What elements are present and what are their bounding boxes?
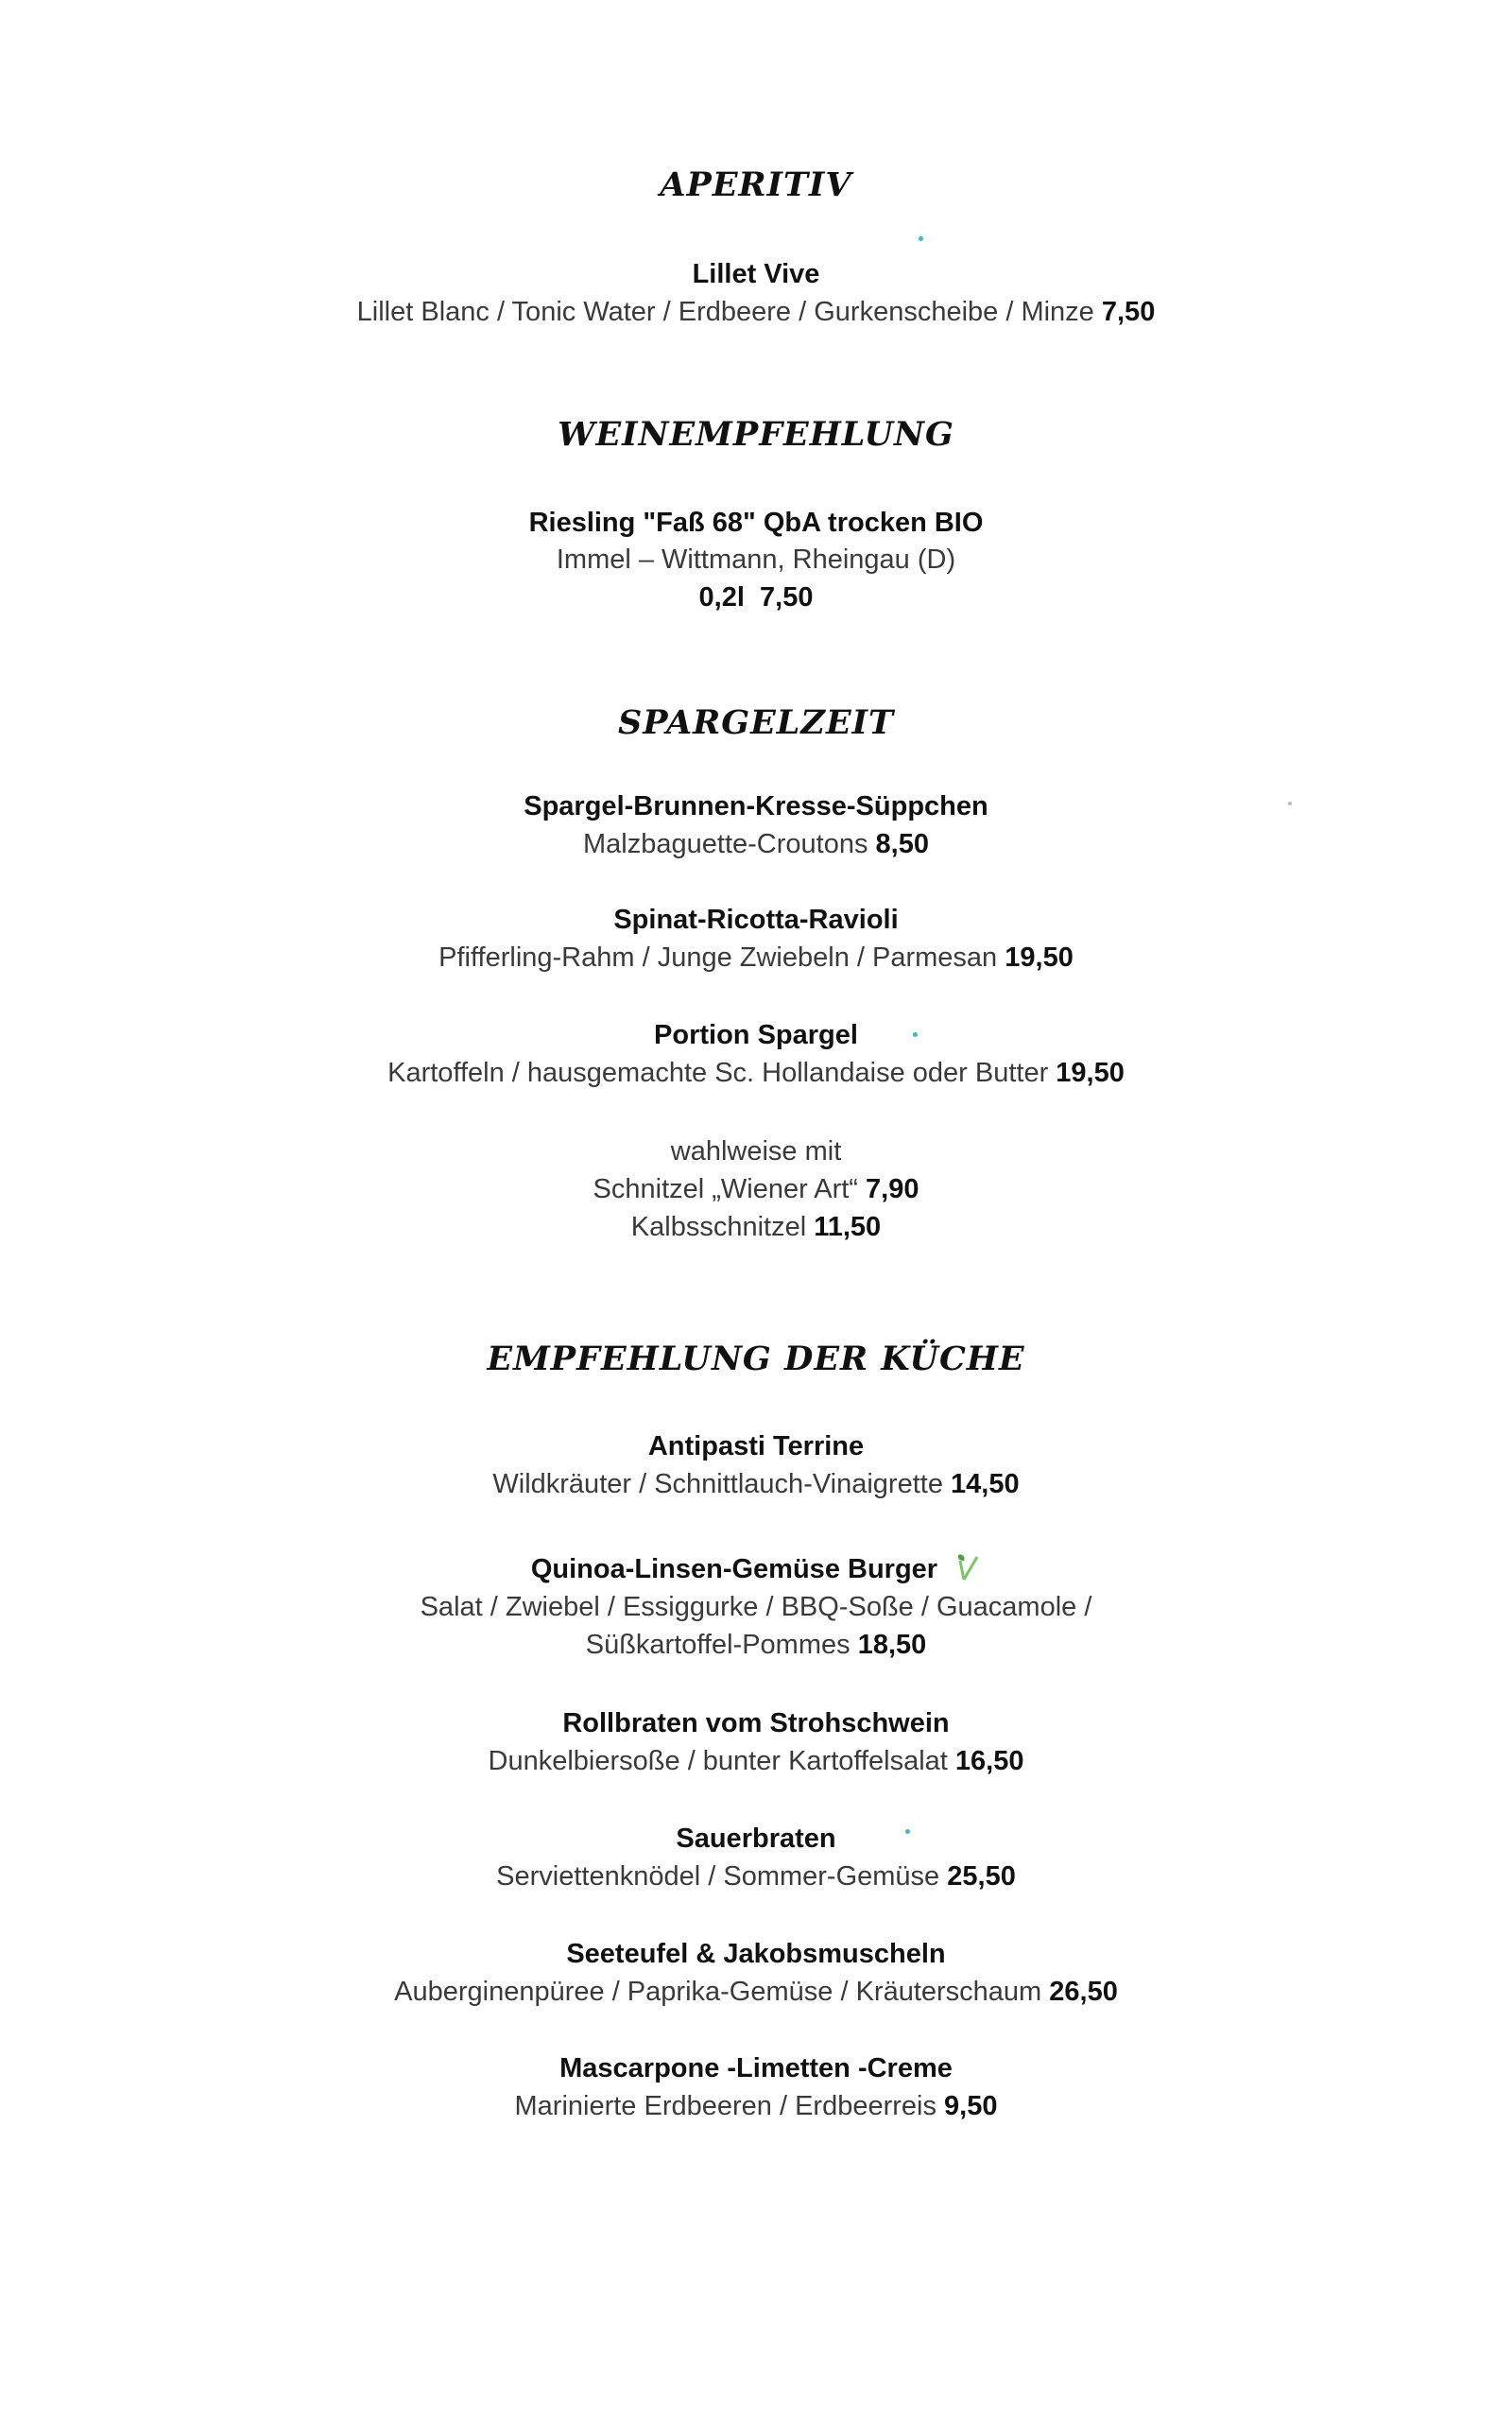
item-description [0,1054,1512,1092]
item-name: Rollbraten vom Strohschwein [562,1708,950,1738]
item-name: Quinoa-Linsen-Gemüse Burger [530,1554,938,1584]
item-description [0,1858,1512,1895]
item-description [0,1626,1512,1664]
section-heading-aperitiv: APERITIV [660,165,852,204]
item-name: Spinat-Ricotta-Ravioli [613,905,899,935]
item-price: 9,50 [944,2091,998,2121]
item-desc-text: Lillet Blanc / Tonic Water / Erdbeere / Gurkenscheibe / Minze [356,297,1094,327]
item-price: 26,50 [1049,1977,1118,2007]
item-desc-text: Süßkartoffel-Pommes [585,1630,850,1660]
item-desc-text: Kartoffeln / hausgemachte Sc. Hollandaise oder Butter [387,1058,1049,1088]
item-description [0,825,1512,863]
item-name: Portion Spargel [654,1020,858,1050]
item-description [0,293,1512,331]
item-desc-text: Pfifferling-Rahm / Junge Zwiebeln / Parmesan [438,942,998,973]
option-price: 11,50 [814,1212,882,1242]
decorative-dot [1288,802,1292,805]
section-heading-wein: WEINEMPFEHLUNG [558,415,954,454]
item-desc-text: Marinierte Erdbeeren / Erdbeerreis [514,2091,936,2121]
item-price: 7,50 [1101,297,1156,327]
item-description [0,939,1512,977]
item-price: 8,50 [875,829,929,859]
item-name: Sauerbraten [676,1824,836,1854]
item-description [0,1465,1512,1503]
decorative-dot [919,236,923,241]
item-price: 14,50 [951,1469,1020,1499]
item-description [0,1742,1512,1780]
item-desc-text: Serviettenknödel / Sommer-Gemüse [496,1861,940,1892]
wine-name: Riesling "Faß 68" QbA trocken BIO [528,508,984,538]
wine-producer: Immel – Wittmann, Rheingau (D) [556,544,956,575]
item-name: Spargel-Brunnen-Kresse-Süppchen [524,791,988,821]
wine-price-line [0,579,1512,616]
section-heading-kueche: EMPFEHLUNG DER KÜCHE [487,1340,1025,1378]
item-desc-text: Dunkelbiersoße / bunter Kartoffelsalat [488,1746,948,1776]
section-heading-spargel: SPARGELZEIT [617,703,895,742]
item-name: Seeteufel & Jakobsmuscheln [566,1939,946,1969]
item-name: Antipasti Terrine [647,1431,865,1461]
item-desc-text: Wildkräuter / Schnittlauch-Vinaigrette [492,1469,943,1499]
item-name: Lillet Vive [692,259,820,289]
options-intro: wahlweise mit [670,1136,842,1167]
item-description [0,2087,1512,2125]
item-desc-text: Malzbaguette-Croutons [583,829,868,859]
item-price: 19,50 [1005,942,1074,973]
item-price: 16,50 [954,1746,1024,1776]
wine-price: 7,50 [760,582,814,613]
decorative-dot [913,1032,918,1037]
item-price: 18,50 [857,1630,927,1660]
item-price: 25,50 [947,1861,1016,1892]
item-name: Mascarpone -Limetten -Creme [559,2053,953,2083]
item-price: 19,50 [1056,1058,1125,1088]
wine-volume: 0,2l [698,582,745,613]
option-label: Schnitzel „Wiener Art“ [593,1174,858,1204]
option-price: 7,90 [866,1174,919,1204]
option-line [0,1170,1512,1208]
item-description [0,1973,1512,2011]
item-description: Salat / Zwiebel / Essiggurke / BBQ-Soße / Guacamole / [420,1592,1092,1622]
option-line [0,1208,1512,1246]
option-label: Kalbsschnitzel [630,1212,807,1242]
item-desc-text: Auberginenpüree / Paprika-Gemüse / Kräuterschaum [394,1977,1042,2007]
decorative-dot [905,1829,910,1834]
